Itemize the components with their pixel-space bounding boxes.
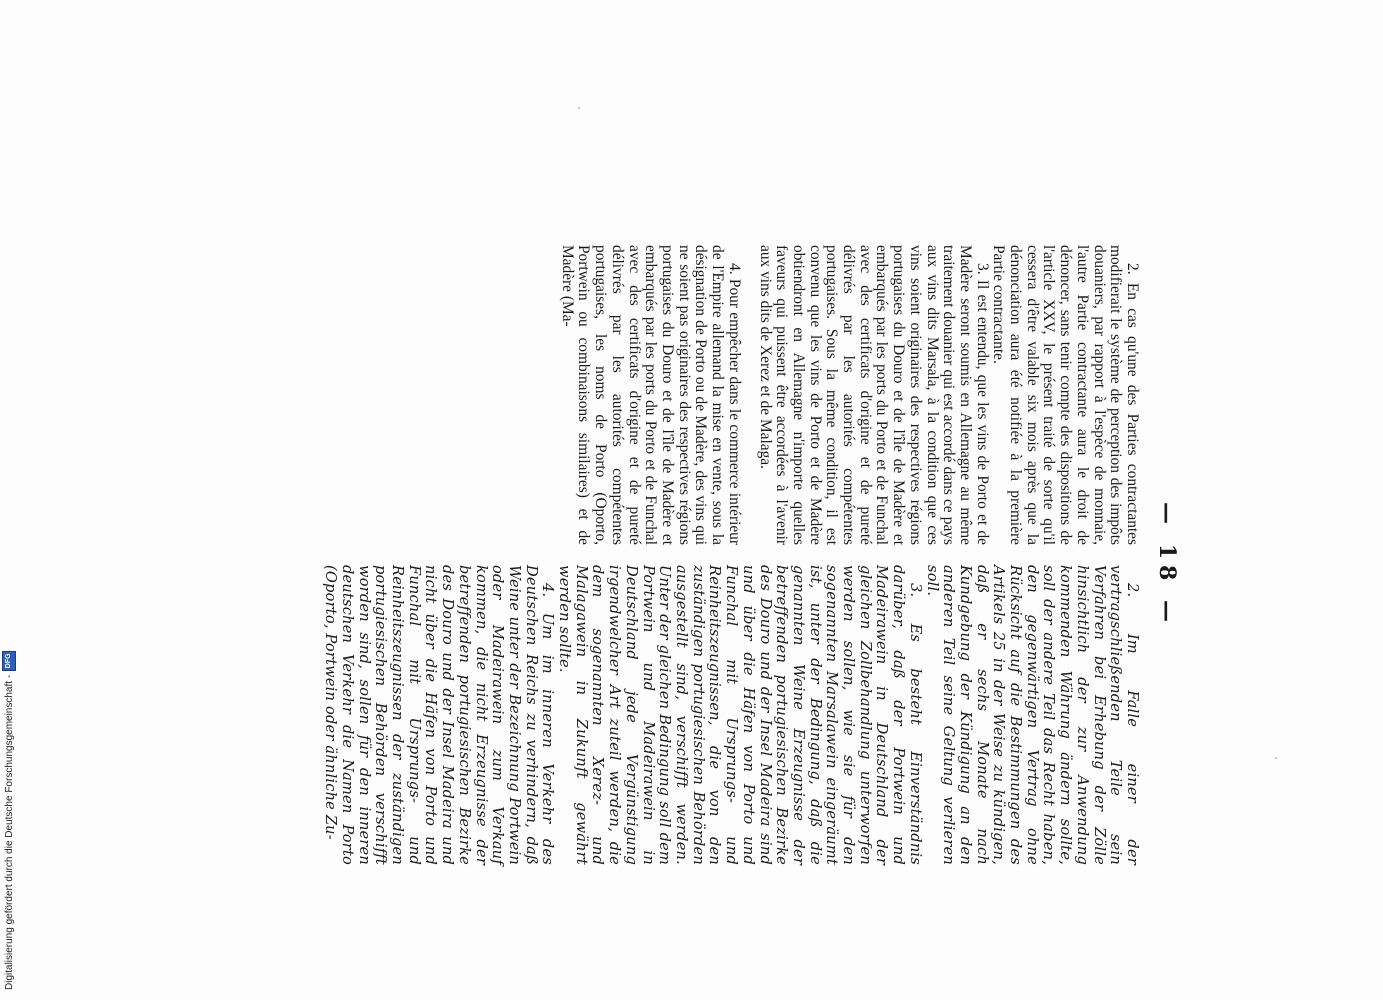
- french-paragraph-2: 2. En cas qu'une des Parties contractantes modifierait le système de perception des impôts douaniers, par rapport à l'espèce de monnaie, l'autre Partie contractante aura le droit de dénoncer, sans tenir compte des dispositions de l'article XXV, le présent traité de sorte qu'il cessera d'être valable six mois après que la dénonciation aura été notifiée à la première Partie contractante.: [990, 245, 1141, 545]
- funding-note: [2, 651, 16, 990]
- scan-speck: [1275, 757, 1277, 759]
- funding-note-text: Digitalisierung gefördert durch die Deutsche Forschungsgemeinschaft -: [3, 674, 15, 990]
- german-paragraph-4: 4. Um im inneren Verkehr des Deutschen Reichs zu verhindern, daß Weine unter der Bezeichnung Portwein oder Madeirawein zum Verkauf kommen, die nicht Erzeugnisse der betreffenden portugiesischen Bezirke des Douro und der Insel Madeira und nicht über die Häfen von Porto und Funchal mit Ursprungs- und Reinheitszeugnissen der zuständigen portugiesischen Behörden verschifft worden sind, sollen für den inneren deutschen Verkehr die Namen Porto (Oporto, Portwein oder ähnliche Zu-: [322, 565, 557, 865]
- german-paragraph-3: 3. Es besteht Einverständnis darüber, daß der Portwein und Madeirawein in Deutschland der gleichen Zollbehandlung unterworfen werden sollen, wie sie für den sogenannten Marsalawein eingeräumt ist, unter der Bedingung, daß die genannten Weine Erzeugnisse der betreffenden portugiesischen Bezirke des Douro und der Insel Madeira sind und über die Häfen von Porto und Funchal mit Ursprungs- und Reinheitszeugnissen, die von den zuständigen portugiesischen Behörden ausgestellt sind, verschifft werden. Unter der gleichen Bedingung soll dem Portwein und Madeirawein in Deutschland jede Vergünstigung irgendwelcher Art zuteil werden, die dem sogenannten Xerez- und Malagawein in Zukunft gewährt werden sollte.: [556, 565, 924, 865]
- french-column: [558, 245, 1140, 545]
- page-number: — 18 —: [1154, 502, 1180, 628]
- french-paragraph-3: 3. Il est entendu, que les vins de Porto et de Madère seront soumis en Allemagne au même traitement douanier qui est accordé dans ce pays aux vins dits Marsala, à la condition que ces vins soient originaires des respectives régions portugaises du Douro et de l'île de Madère et embarqués par les ports du Porto et de Funchal avec des certificats d'origine et de pureté délivrés par les autorités compétentes portugaises. Sous la même condition, il est convenu que les vins de Porto et de Madère obtiendront en Allemagne n'importe quelles faveurs qui puissent être accordées à l'avenir aux vins dits de Xerez et de Malaga.: [756, 245, 991, 545]
- german-paragraph-2: 2. Im Falle einer der vertragschließenden Teile sein Verfahren bei Erhebung der Zölle hinsichtlich der zur Anwendung kommenden Währung ändern sollte, soll der andere Teil das Recht haben, den gegenwärtigen Vertrag ohne Rücksicht auf die Bestimmungen des Artikels 25 in der Weise zu kündigen, daß er sechs Monate nach Kundgebung der Kündigung an den anderen Teil seine Geltung verlieren soll.: [923, 565, 1141, 865]
- scan-speck: [578, 107, 580, 109]
- french-paragraph-4: 4. Pour empêcher dans le commerce intérieur de l'Empire allemand la mise en vente, sous la désignation de Porto ou de Madère, des vins qui ne soient pas originaires des respectives régions portugaises du Douro et de l'île de Madère et embarqués par les ports du Porto et de Funchal avec des certificats d'origine et de pureté délivrés par les autorités compétentes portugaises, les noms de Porto (Oporto, Portwein ou combinaisons similaires) et de Madère (Ma-: [558, 245, 743, 545]
- printed-page-rotated: [280, 245, 1180, 885]
- german-column: [322, 565, 1140, 865]
- dfg-logo: DFG: [2, 651, 16, 671]
